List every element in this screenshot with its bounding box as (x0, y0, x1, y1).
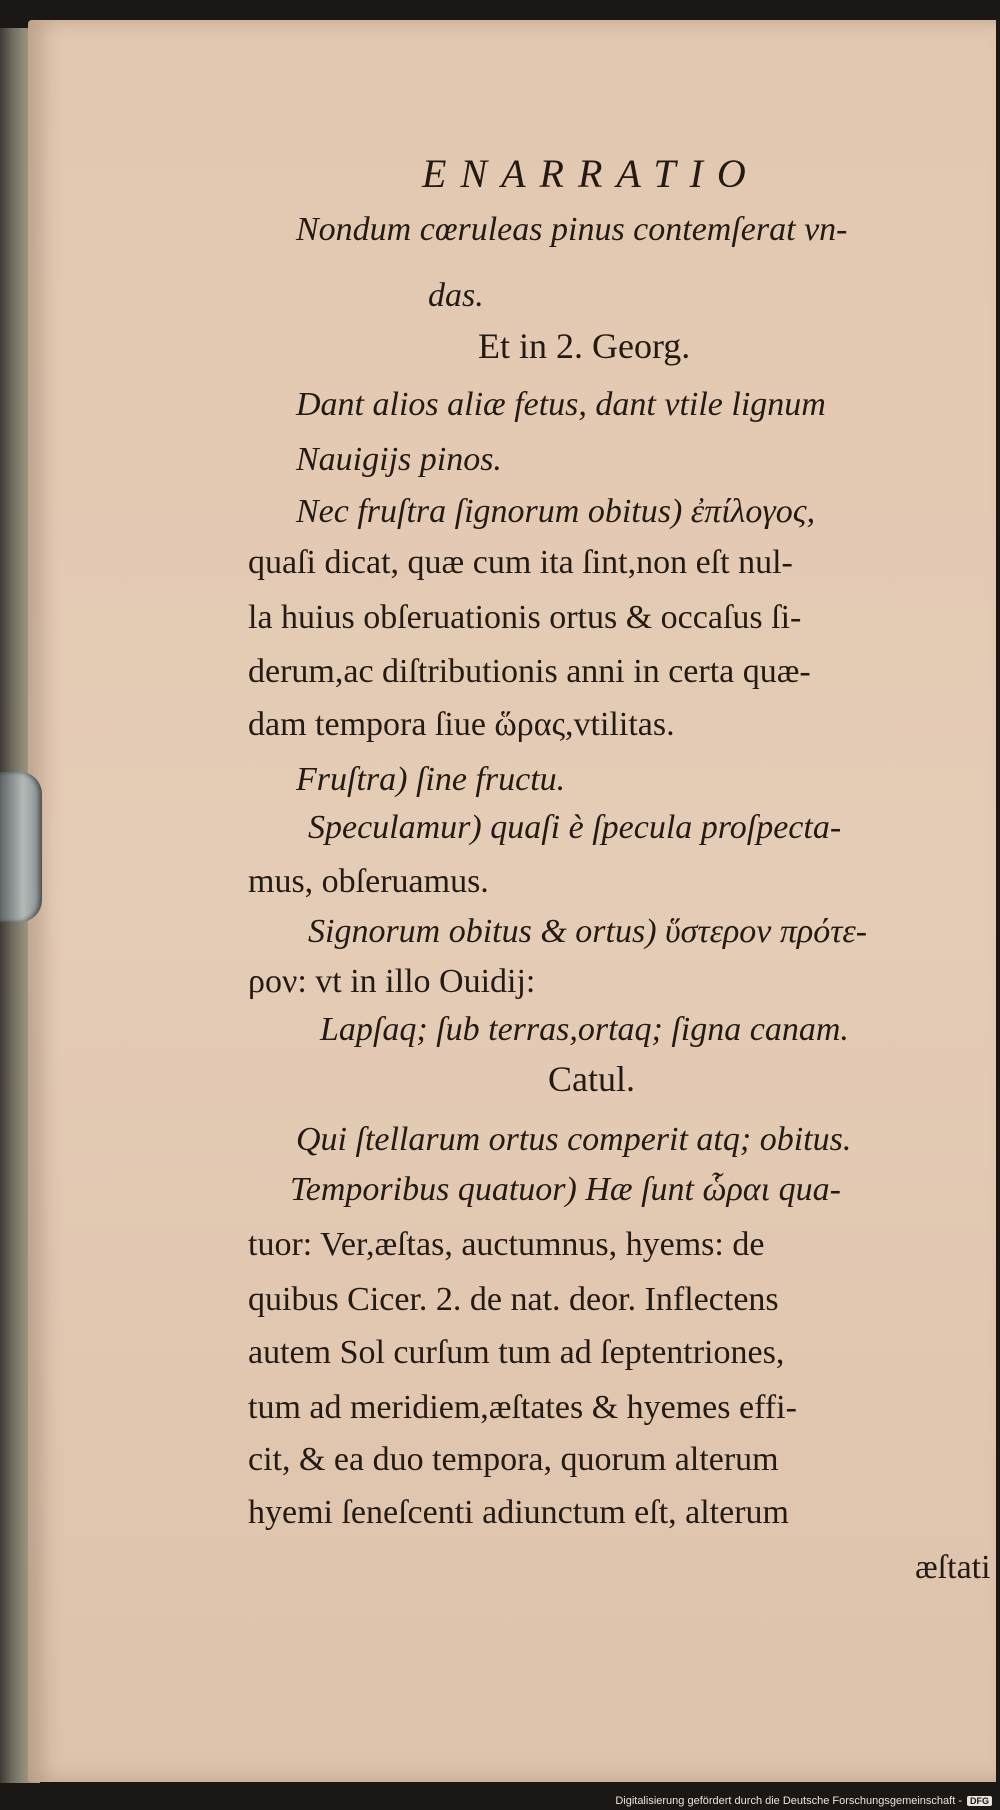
text-line-2: das. (428, 277, 484, 314)
text-line-5: Nauigijs pinos. (296, 441, 502, 478)
text-line-19: Temporibus quatuor) Hæ ſunt ὧραι qua- (290, 1171, 841, 1208)
text-line-7: quaſi dicat, quæ cum ita ſint,non eſt nul- (248, 544, 793, 581)
text-line-22: autem Sol curſum tum ad ſeptentriones, (248, 1334, 785, 1371)
book-clasp (0, 772, 42, 922)
text-line-17: Catul. (548, 1059, 635, 1099)
dfg-logo: DFG (967, 1796, 992, 1806)
text-line-9: derum,ac diſtributionis anni in certa quæ- (248, 653, 811, 690)
text-line-14: Signorum obitus & ortus) ὕστερον πρότε- (308, 913, 868, 950)
text-line-3: Et in 2. Georg. (478, 326, 691, 366)
text-line-4: Dant alios aliæ fetus, dant vtile lignum (296, 386, 826, 423)
text-line-16: Lapſaq; ſub terras,ortaq; ſigna canam. (320, 1011, 849, 1048)
credit-text: Digitalisierung gefördert durch die Deutsche Forschungsgemeinschaft - (615, 1795, 962, 1807)
text-line-18: Qui ſtellarum ortus comperit atq; obitus. (296, 1121, 852, 1158)
catchword: æſtati (915, 1549, 991, 1586)
page-heading: ENARRATIO (422, 151, 760, 196)
text-line-15: ρον: vt in illo Ouidij: (248, 963, 536, 1000)
text-line-21: quibus Cicer. 2. de nat. deor. Inflectens (248, 1281, 779, 1318)
digitization-credit (615, 1795, 992, 1807)
text-line-13: mus, obſeruamus. (248, 863, 489, 900)
text-line-6: Nec fruſtra ſignorum obitus) ἐπίλογος, (296, 493, 816, 530)
text-line-25: hyemi ſeneſcenti adiunctum eſt, alterum (248, 1494, 789, 1531)
text-line-1: Nondum cœruleas pinus contemſerat vn- (296, 211, 848, 248)
text-line-20: tuor: Ver,æſtas, auctumnus, hyems: de (248, 1226, 765, 1263)
text-line-24: cit, & ea duo tempora, quorum alterum (248, 1441, 779, 1478)
text-line-23: tum ad meridiem,æſtates & hyemes effi- (248, 1389, 797, 1426)
text-line-12: Speculamur) quaſi è ſpecula proſpecta- (308, 809, 842, 846)
text-line-11: Fruſtra) ſine fructu. (296, 761, 566, 798)
text-line-8: la huius obſeruationis ortus & occaſus ſi- (248, 599, 802, 636)
text-line-10: dam tempora ſiue ὥρας,vtilitas. (248, 706, 675, 743)
